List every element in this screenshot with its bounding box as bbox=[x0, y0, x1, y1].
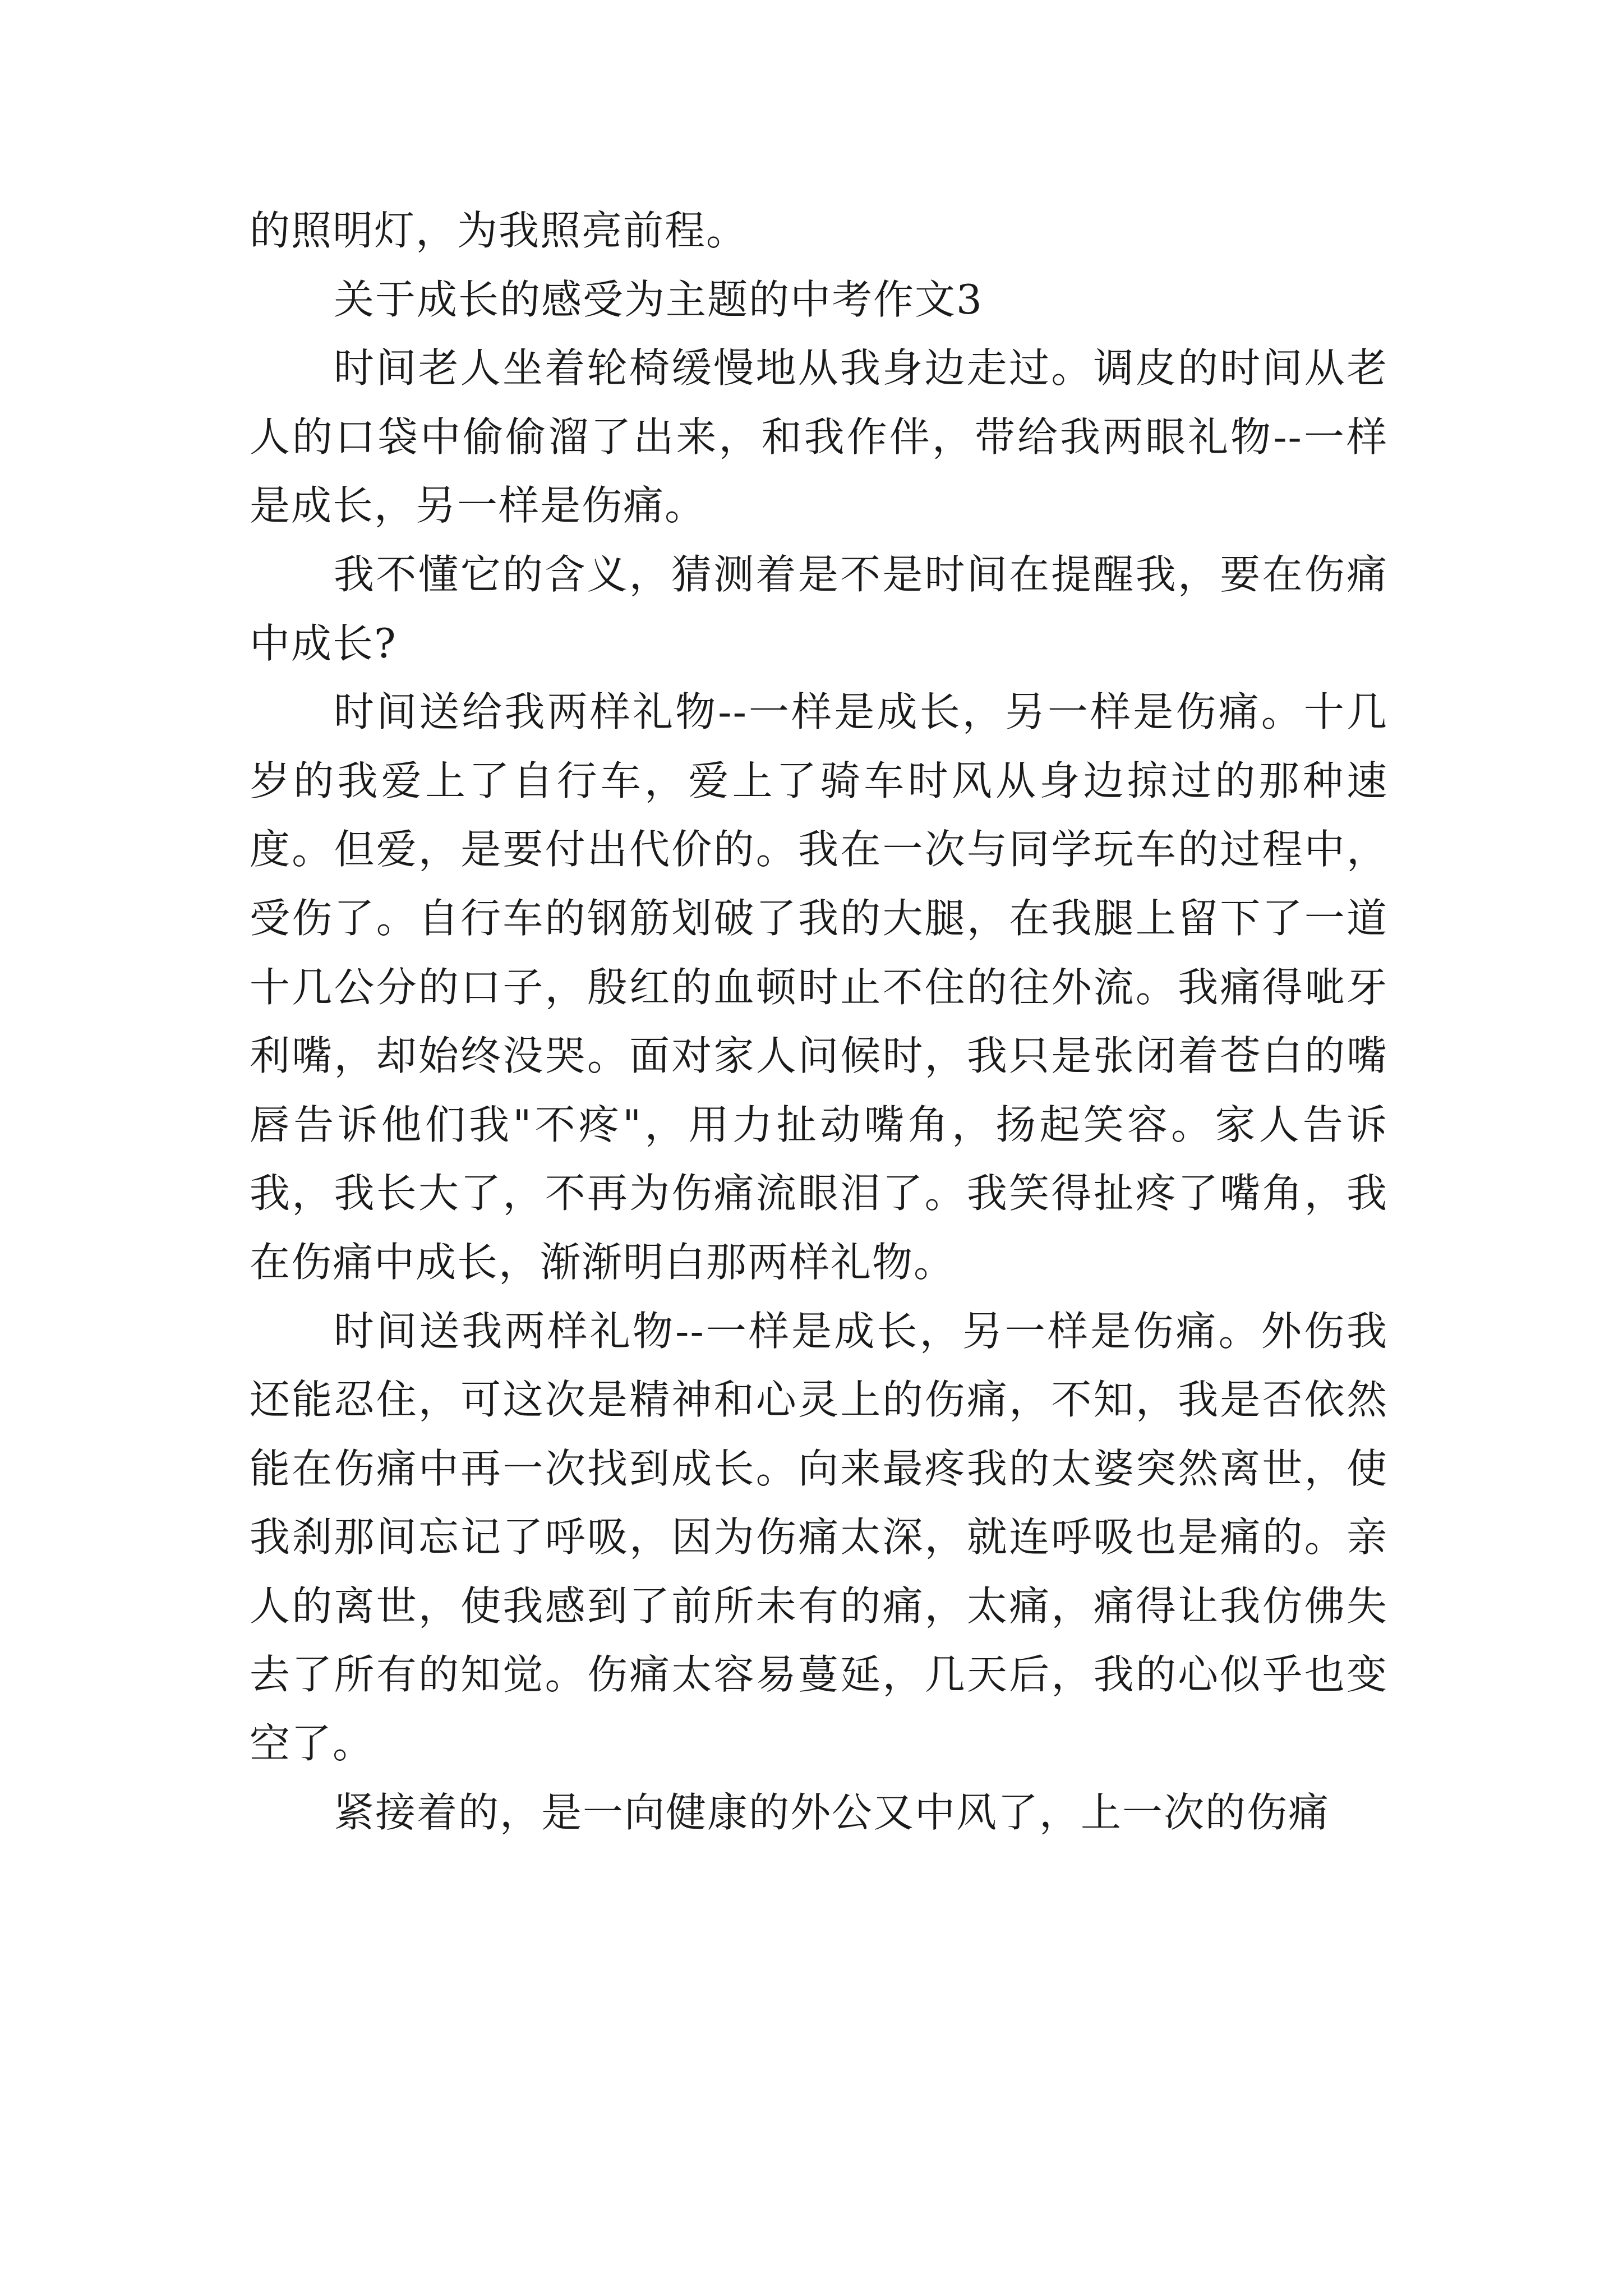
paragraph: 时间老人坐着轮椅缓慢地从我身边走过。调皮的时间从老人的口袋中偷偷溜了出来，和我作伴，带给我两眼礼物--一样是成长，另一样是伤痛。 bbox=[250, 344, 1388, 530]
essay-title: 关于成长的感受为主题的中考作文3 bbox=[334, 275, 983, 323]
document-body bbox=[250, 196, 1388, 1847]
paragraph-continuation: 的照明灯，为我照亮前程。 bbox=[250, 207, 748, 254]
paragraph: 我不懂它的含义，猜测着是不是时间在提醒我，要在伤痛中成长? bbox=[250, 550, 1388, 667]
paragraph: 时间送我两样礼物--一样是成长，另一样是伤痛。外伤我还能忍住，可这次是精神和心灵上的伤痛，不知，我是否依然能在伤痛中再一次找到成长。向来最疼我的太婆突然离世，使我刹那间忘记了呼吸，因为伤痛太深，就连呼吸也是痛的。亲人的离世，使我感到了前所未有的痛，太痛，痛得让我仿佛失去了所有的知觉。伤痛太容易蔓延，几天后，我的心似乎也变空了。 bbox=[250, 1307, 1388, 1768]
paragraph: 紧接着的，是一向健康的外公又中风了，上一次的伤痛 bbox=[334, 1788, 1330, 1836]
paragraph: 时间送给我两样礼物--一样是成长，另一样是伤痛。十几岁的我爱上了自行车，爱上了骑车时风从身边掠过的那种速度。但爱，是要付出代价的。我在一次与同学玩车的过程中，受伤了。自行车的钢筋划破了我的大腿，在我腿上留下了一道十几公分的口子，殷红的血顿时止不住的往外流。我痛得呲牙利嘴，却始终没哭。面对家人问候时，我只是张闭着苍白的嘴唇告诉他们我"不疼"，用力扯动嘴角，扬起笑容。家人告诉我，我长大了，不再为伤痛流眼泪了。我笑得扯疼了嘴角，我在伤痛中成长，渐渐明白那两样礼物。 bbox=[250, 688, 1388, 1286]
